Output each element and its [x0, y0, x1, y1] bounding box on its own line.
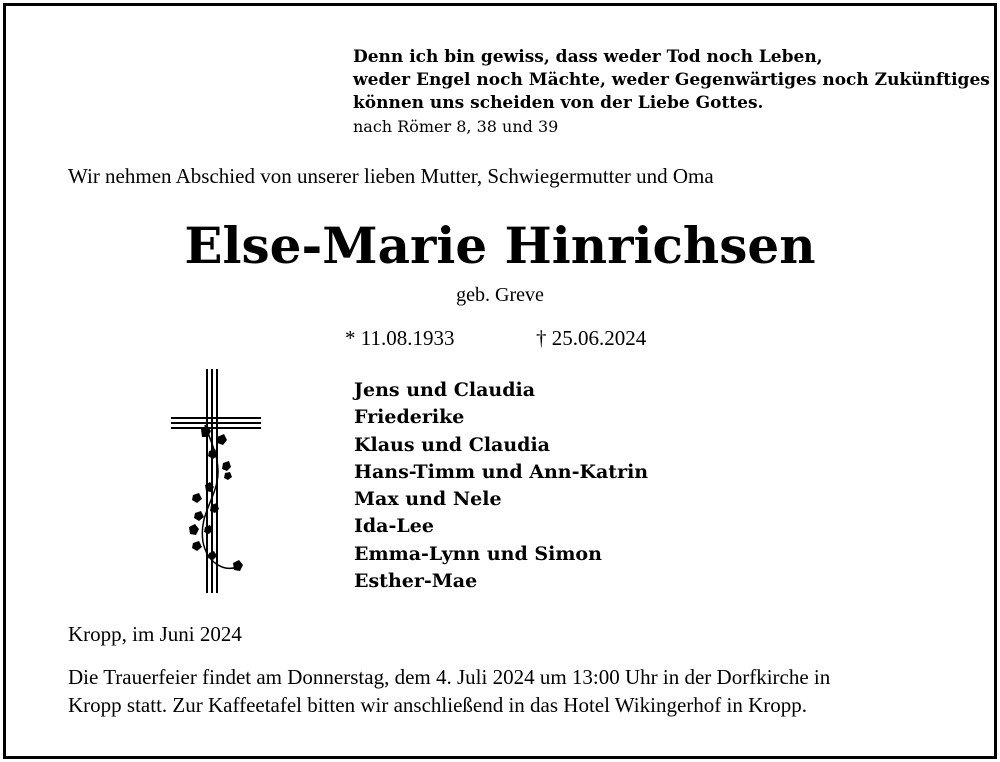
service-line: Die Trauerfeier findet am Donnerstag, dem 4. Juli 2024 um 13:00 Uhr in der Dorfkirche in	[68, 665, 831, 689]
list-item: Esther-Mae	[354, 570, 478, 593]
service-info	[68, 663, 918, 719]
verse-source: nach Römer 8, 38 und 39	[353, 117, 559, 136]
list-item: Ida-Lee	[354, 515, 434, 538]
cross-with-ivy-icon	[165, 367, 265, 599]
death-date: † 25.06.2024	[536, 326, 647, 350]
bible-verse	[353, 46, 990, 138]
verse-line: können uns scheiden von der Liebe Gottes.	[353, 93, 764, 113]
service-line: Kropp statt. Zur Kaffeetafel bitten wir anschließend in das Hotel Wikingerhof in Kropp.	[68, 693, 808, 717]
list-item: Max und Nele	[354, 488, 502, 511]
maiden-name: geb. Greve	[456, 284, 544, 306]
list-item: Klaus und Claudia	[354, 433, 550, 456]
list-item: Jens und Claudia	[354, 379, 536, 401]
list-item: Emma-Lynn und Simon	[354, 542, 602, 565]
verse-line: Denn ich bin gewiss, dass weder Tod noch Leben,	[353, 47, 823, 67]
deceased-name: Else-Marie Hinrichsen	[184, 216, 816, 275]
mourners-list	[354, 377, 648, 595]
intro-text: Wir nehmen Abschied von unserer lieben Mutter, Schwiegermutter und Oma	[68, 164, 714, 188]
verse-line: weder Engel noch Mächte, weder Gegenwärtiges noch Zukünftiges	[353, 70, 990, 90]
birth-date: * 11.08.1933	[345, 326, 455, 350]
list-item: Hans-Timm und Ann-Katrin	[354, 460, 649, 483]
place-and-date: Kropp, im Juni 2024	[68, 622, 242, 646]
list-item: Friederike	[354, 406, 465, 429]
